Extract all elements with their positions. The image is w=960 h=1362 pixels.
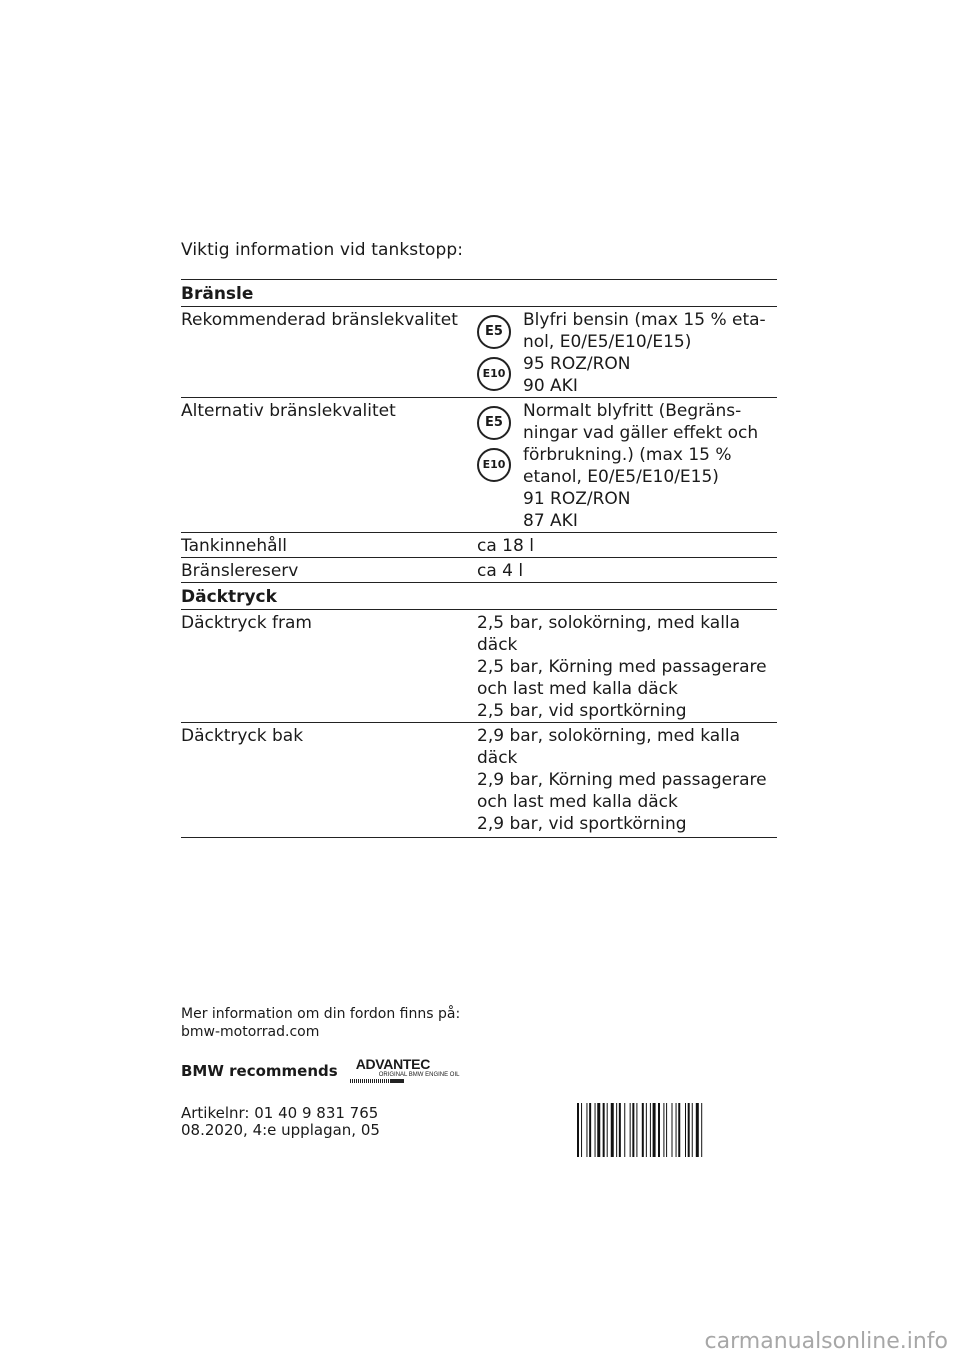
value-line: 2,5 bar, vid sportkörning	[477, 701, 687, 721]
barcode-bar	[672, 1103, 673, 1157]
barcode-bar	[646, 1103, 647, 1157]
value-line: 90 AKI	[523, 376, 578, 396]
barcode-bar	[642, 1103, 644, 1157]
table-row-alternative-fuel	[181, 398, 777, 533]
barcode-bar	[603, 1103, 605, 1157]
barcode-bar	[701, 1103, 702, 1157]
value-line: och last med kalla däck	[477, 792, 678, 812]
section-header-fuel	[181, 280, 777, 307]
barcode-bar	[607, 1103, 608, 1157]
recommendation	[181, 1056, 459, 1083]
row-label: Rekommenderad bränslekvalitet	[181, 307, 477, 398]
row-value	[477, 307, 777, 398]
watermark: carmanualsonline.info	[704, 1329, 948, 1354]
article-number: Artikelnr: 01 40 9 831 765	[181, 1104, 379, 1122]
table-row-recommended-fuel	[181, 307, 777, 398]
e10-fuel-icon: E10	[477, 448, 511, 482]
website-link[interactable]: bmw-motorrad.com	[181, 1024, 320, 1040]
e5-fuel-icon: E5	[477, 406, 511, 440]
spec-table	[181, 279, 777, 838]
section-title: Däcktryck	[181, 583, 777, 610]
barcode-bar	[577, 1103, 579, 1157]
value-line: 95 ROZ/RON	[523, 354, 631, 374]
intro-heading: Viktig information vid tankstopp:	[181, 240, 464, 260]
more-info	[181, 1005, 781, 1041]
value-line: och last med kalla däck	[477, 679, 678, 699]
barcode-bar	[692, 1103, 693, 1157]
barcode-bar	[630, 1103, 631, 1157]
more-info-text: Mer information om din fordon finns på:	[181, 1006, 461, 1022]
row-label: Bränslereserv	[181, 558, 477, 583]
fuel-badges	[477, 309, 517, 397]
article-info	[181, 1105, 380, 1139]
row-value	[477, 610, 777, 723]
row-value: ca 4 l	[477, 558, 777, 583]
row-value: ca 18 l	[477, 533, 777, 558]
edition: 08.2020, 4:e upplagan, 05	[181, 1121, 380, 1139]
section-header-tires	[181, 583, 777, 610]
table-row-tank-capacity	[181, 533, 777, 558]
row-value	[477, 723, 777, 838]
barcode-bar	[632, 1103, 634, 1157]
value-line: nol, E0/E5/E10/E15)	[523, 332, 692, 352]
barcode-bar	[595, 1103, 596, 1157]
barcode-bar	[696, 1103, 699, 1157]
e5-fuel-icon: E5	[477, 315, 511, 349]
value-line: 2,9 bar, vid sportkörning	[477, 814, 687, 834]
barcode-bar	[581, 1103, 582, 1157]
row-label: Däcktryck fram	[181, 610, 477, 723]
barcode-bar	[663, 1103, 664, 1157]
value-line: 2,5 bar, solokörning, med kalla	[477, 613, 741, 633]
brand-subtitle: ORIGINAL BMW ENGINE OIL	[378, 1072, 460, 1078]
table-row-tire-front	[181, 610, 777, 723]
e10-fuel-icon: E10	[477, 357, 511, 391]
value-line: etanol, E0/E5/E10/E15)	[523, 467, 719, 487]
barcode-bar	[650, 1103, 651, 1157]
barcode-bar	[624, 1103, 625, 1157]
section-title: Bränsle	[181, 280, 777, 307]
value-line: däck	[477, 635, 518, 655]
barcode-bar	[597, 1103, 600, 1157]
footer	[181, 1005, 781, 1139]
value-line: förbrukning.) (max 15 %	[523, 445, 732, 465]
barcode-bar	[636, 1103, 637, 1157]
logo-stripe	[350, 1079, 460, 1083]
value-line: 2,9 bar, Körning med passagerare	[477, 770, 767, 790]
barcode-bar	[616, 1103, 617, 1157]
fuel-badges	[477, 400, 517, 532]
row-label: Tankinnehåll	[181, 533, 477, 558]
barcode-bar	[611, 1103, 614, 1157]
row-label: Däcktryck bak	[181, 723, 477, 838]
row-label: Alternativ bränslekvalitet	[181, 398, 477, 533]
barcode-bar	[685, 1103, 686, 1157]
barcode-bar	[658, 1103, 660, 1157]
barcode-bar	[688, 1103, 690, 1157]
barcode-bar	[676, 1103, 677, 1157]
value-line: Blyfri bensin (max 15 % eta-	[523, 310, 766, 330]
barcode-bar	[653, 1103, 656, 1157]
value-line: 91 ROZ/RON	[523, 489, 631, 509]
value-line: 2,5 bar, Körning med passagerare	[477, 657, 767, 677]
table-row-tire-rear	[181, 723, 777, 838]
barcode-bar	[589, 1103, 591, 1157]
barcode-quiet-zone	[577, 1159, 777, 1165]
barcode-bar	[586, 1103, 587, 1157]
value-line: däck	[477, 748, 518, 768]
value-line: Normalt blyfritt (Begräns-	[523, 401, 742, 421]
barcode-bar	[619, 1103, 621, 1157]
advantec-logo	[346, 1056, 460, 1083]
value-line: 2,9 bar, solokörning, med kalla	[477, 726, 741, 746]
row-value	[477, 398, 777, 533]
brand-name: ADVANTEC	[355, 1056, 431, 1072]
table-row-fuel-reserve	[181, 558, 777, 583]
value-line: 87 AKI	[523, 511, 578, 531]
barcode-bar	[666, 1103, 667, 1157]
barcode-bar	[678, 1103, 680, 1157]
recommends-label: BMW recommends	[181, 1062, 338, 1080]
value-line: ningar vad gäller effekt och	[523, 423, 759, 443]
barcode-icon	[577, 1103, 777, 1165]
